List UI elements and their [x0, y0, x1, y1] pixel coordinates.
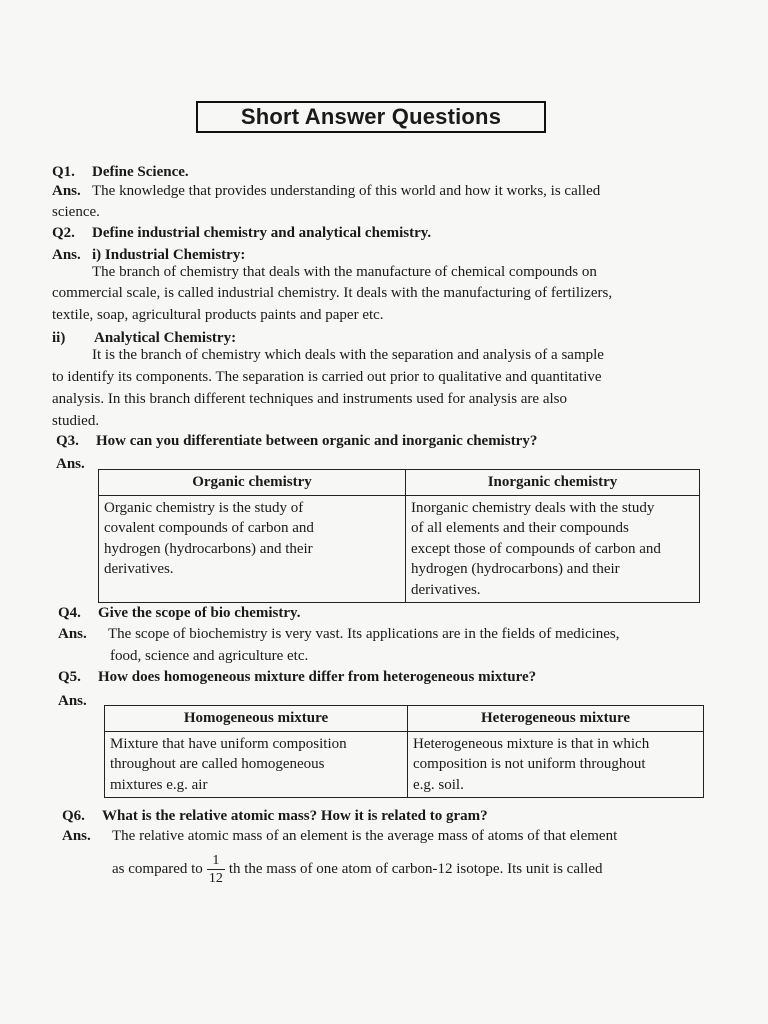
q2-sub1-line3: textile, soap, agricultural products paints and paper etc.: [52, 307, 384, 323]
q2-question: [52, 223, 431, 243]
q1-ans-label: Ans.: [52, 183, 81, 199]
q2-sub1-line2: commercial scale, is called industrial chemistry. It deals with the manufacturing of fertilizers,: [52, 285, 613, 301]
organic-line: derivatives.: [104, 561, 174, 577]
q1-question-text: Define Science.: [92, 164, 189, 180]
organic-line: covalent compounds of carbon and: [104, 520, 314, 536]
q2-sub2-line4: studied.: [52, 413, 100, 429]
q2-label: Q2.: [52, 225, 75, 241]
q2-sub2-line3: analysis. In this branch different techniques and instruments used for analysis are also: [52, 391, 568, 407]
fraction-denominator: 12: [208, 871, 223, 887]
table-header-row: [105, 706, 704, 732]
table-row: [99, 495, 700, 603]
q1-answer: [52, 181, 600, 201]
inorganic-header: Inorganic chemistry: [406, 470, 700, 496]
q6-question-text: What is the relative atomic mass? How it is related to gram?: [102, 808, 488, 824]
q1-answer-line1: The knowledge that provides understanding of this world and how it works, is called: [92, 183, 601, 199]
inorganic-line: hydrogen (hydrocarbons) and their: [411, 561, 620, 577]
q5-label: Q5.: [58, 669, 81, 685]
q2-question-text: Define industrial chemistry and analytical chemistry.: [92, 225, 432, 241]
heterogeneous-line: Heterogeneous mixture is that in which: [413, 735, 650, 752]
q6-answer: [62, 826, 617, 846]
page-title: Short Answer Questions: [196, 101, 546, 133]
inorganic-line: except those of compounds of carbon and: [411, 540, 661, 557]
one-twelfth-fraction: [207, 852, 225, 887]
q4-answer-line1: The scope of biochemistry is very vast. Its applications are in the fields of medicines,: [108, 626, 620, 642]
q2-sub2-heading: Analytical Chemistry:: [94, 330, 237, 346]
q4-question: [58, 603, 300, 623]
inorganic-line: derivatives.: [411, 581, 481, 598]
homogeneous-line: throughout are called homogeneous: [110, 756, 325, 772]
q4-label: Q4.: [58, 605, 81, 621]
organic-header: Organic chemistry: [99, 470, 406, 496]
q3-question-text: How can you differentiate between organic and inorganic chemistry?: [96, 433, 538, 449]
table-row: [105, 731, 704, 798]
homogeneous-cell: [105, 731, 408, 798]
q5-question: [58, 667, 536, 687]
q6-answer-post: th the mass of one atom of carbon-12 isotope. Its unit is called: [228, 861, 603, 877]
q5-question-text: How does homogeneous mixture differ from heterogeneous mixture?: [98, 669, 537, 685]
homogeneous-heterogeneous-table: [104, 705, 704, 798]
q3-ans-label: Ans.: [56, 456, 85, 472]
q4-answer: [58, 624, 620, 644]
q6-label: Q6.: [62, 808, 85, 824]
homogeneous-line: mixtures e.g. air: [110, 776, 208, 793]
q1-question: [52, 162, 189, 182]
organic-line: hydrogen (hydrocarbons) and their: [104, 540, 313, 557]
fraction-numerator: 1: [207, 852, 225, 870]
q2-sub2-line1: It is the branch of chemistry which deals with the separation and analysis of a sample: [92, 347, 604, 363]
q4-ans-label: Ans.: [58, 626, 87, 642]
q6-question: [62, 806, 488, 826]
q1-label: Q1.: [52, 164, 75, 180]
organic-line: Organic chemistry is the study of: [104, 499, 304, 516]
organic-inorganic-table: [98, 469, 700, 603]
q4-answer-line2: food, science and agriculture etc.: [110, 648, 309, 664]
q2-sub2-line2: to identify its components. The separation is carried out prior to qualitative and quantitative: [52, 369, 602, 385]
inorganic-line: of all elements and their compounds: [411, 520, 629, 536]
q6-answer-line1: The relative atomic mass of an element is the average mass of atoms of that element: [112, 828, 618, 844]
q1-answer-line2: science.: [52, 204, 100, 220]
homogeneous-header: Homogeneous mixture: [105, 706, 408, 732]
heterogeneous-cell: [408, 731, 704, 798]
q6-ans-label: Ans.: [62, 828, 91, 844]
q2-sub1-line1: The branch of chemistry that deals with the manufacture of chemical compounds on: [92, 264, 597, 280]
q6-answer-line2: [112, 852, 602, 887]
q3-question: [56, 431, 537, 451]
q2-ans-label: Ans.: [52, 247, 81, 263]
heterogeneous-line: e.g. soil.: [413, 776, 464, 793]
inorganic-cell: [406, 495, 700, 603]
q6-answer-pre: as compared to: [112, 861, 203, 877]
heterogeneous-header: Heterogeneous mixture: [408, 706, 704, 732]
q3-label: Q3.: [56, 433, 79, 449]
q2-sub1-heading: i) Industrial Chemistry:: [92, 247, 246, 263]
heterogeneous-line: composition is not uniform throughout: [413, 756, 646, 772]
inorganic-line: Inorganic chemistry deals with the study: [411, 499, 655, 516]
q2-sub2-num: ii): [52, 330, 66, 346]
table-header-row: [99, 470, 700, 496]
organic-cell: [99, 495, 406, 603]
q4-question-text: Give the scope of bio chemistry.: [98, 605, 301, 621]
q5-ans-label: Ans.: [58, 693, 87, 709]
homogeneous-line: Mixture that have uniform composition: [110, 735, 347, 752]
